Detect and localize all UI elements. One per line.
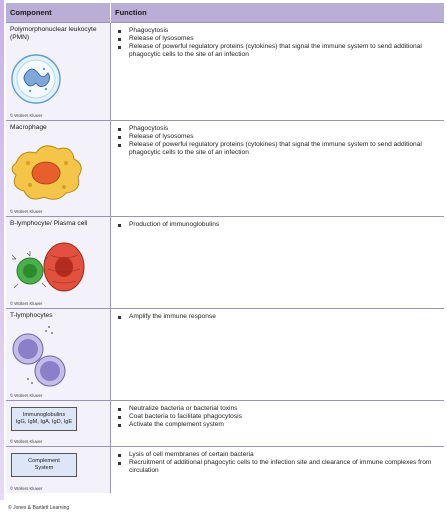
function-item: Activate the complement system (117, 421, 440, 429)
b-lymphocyte-plasma-cell-illustration (6, 237, 106, 299)
complement-system-box (11, 453, 77, 477)
function-cell (111, 23, 445, 121)
function-cell (111, 121, 445, 217)
function-list (117, 125, 440, 157)
header-component: Component (6, 3, 111, 23)
table-row (6, 217, 444, 309)
component-cell (6, 401, 111, 447)
component-cell (6, 121, 111, 217)
box-title: Complement (28, 458, 60, 464)
component-cell (6, 447, 111, 493)
function-list (117, 27, 440, 59)
function-item: Coat bacteria to facilitate phagocytosis (117, 413, 440, 421)
component-cell (6, 309, 111, 401)
image-credit: © Wolters Kluwer (10, 485, 43, 491)
component-name: T-lymphocytes (10, 312, 53, 319)
pmn-cell-illustration (6, 47, 106, 109)
macrophage-illustration (6, 133, 106, 205)
function-item: Production of immunoglobulins (117, 221, 440, 229)
box-subtitle: IgG, IgM, IgA, IgD, IgE (15, 419, 73, 425)
function-list (117, 313, 440, 321)
table-header-row (6, 3, 444, 23)
box-title: Immunoglobulins (22, 412, 66, 418)
function-item: Phagocytosis (117, 125, 440, 133)
component-cell (6, 217, 111, 309)
function-list (117, 221, 440, 229)
t-lymphocytes-illustration (6, 321, 106, 391)
function-list (117, 405, 440, 429)
header-function: Function (111, 3, 445, 23)
copyright-footer: © Jones & Bartlett Learning (8, 505, 70, 511)
function-item: Release of lysosomes (117, 35, 440, 43)
component-name: Polymorphonuclear leukocyte (PMN) (10, 26, 97, 41)
immune-components-table (6, 3, 444, 493)
table-row (6, 23, 444, 121)
component-name: B-lymphocyte/ Plasma cell (10, 220, 88, 227)
left-accent-bar (0, 0, 4, 500)
table-row (6, 121, 444, 217)
function-cell (111, 217, 445, 309)
component-cell (6, 23, 111, 121)
function-list (117, 451, 440, 475)
table-row (6, 309, 444, 401)
function-item: Neutralize bacteria or bacterial toxins (117, 405, 440, 413)
immunoglobulins-box (11, 407, 77, 431)
image-credit: © Wolters Kluwer (10, 301, 43, 306)
function-item: Release of powerful regulatory proteins (cytokines) that signal the immune system to send additional phagocytic cells to the site of an infection (117, 141, 440, 157)
function-item: Lysis of cell membranes of certain bacteria (117, 451, 440, 459)
component-name: Macrophage (10, 124, 47, 131)
table-row (6, 447, 444, 493)
table-row (6, 401, 444, 447)
function-item: Amplify the immune response (117, 313, 440, 321)
image-credit: © Wolters Kluwer (10, 113, 43, 118)
function-item: Release of lysosomes (117, 133, 440, 141)
function-item: Phagocytosis (117, 27, 440, 35)
function-item: Release of powerful regulatory proteins (cytokines) that signal the immune system to send additional phagocytic cells to the site of an infection (117, 43, 440, 59)
function-cell (111, 447, 445, 493)
image-credit: © Wolters Kluwer (10, 439, 43, 444)
function-item: Recruitment of additional phagocytic cells to the infection site and clearance of immune complexes from circulation (117, 459, 440, 475)
image-credit: © Wolters Kluwer (10, 209, 43, 214)
image-credit: © Wolters Kluwer (10, 393, 43, 398)
box-subtitle: System (34, 465, 54, 471)
function-cell (111, 309, 445, 401)
function-cell (111, 401, 445, 447)
